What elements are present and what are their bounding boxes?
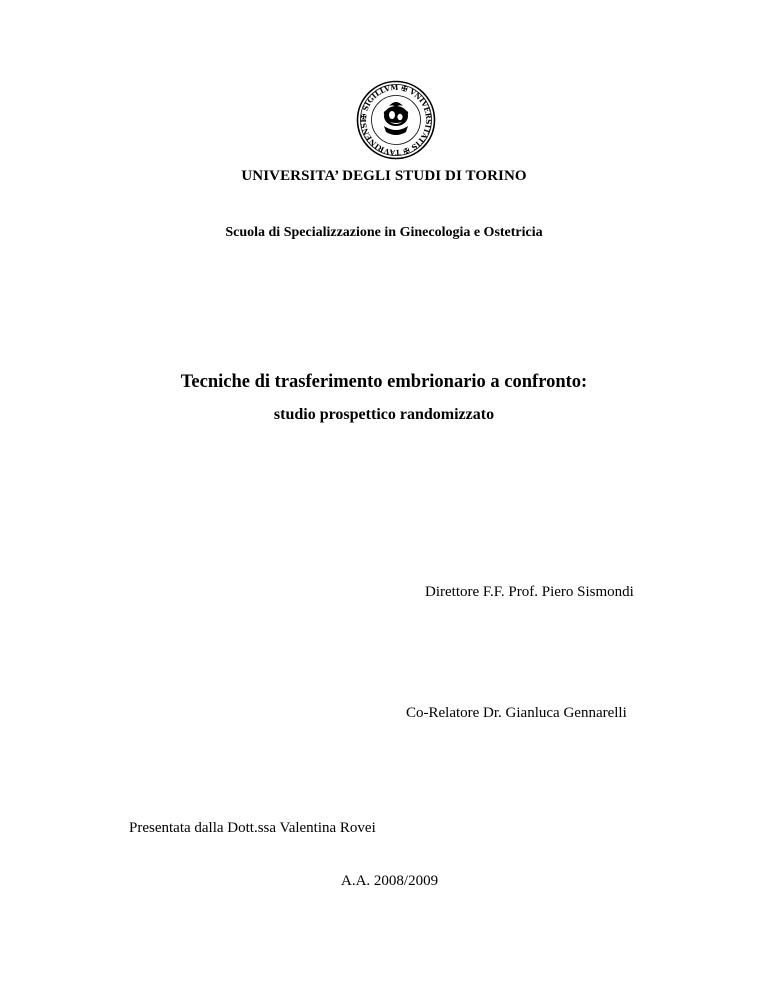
director-credit: Direttore F.F. Prof. Piero Sismondi (425, 584, 634, 600)
university-seal (356, 80, 436, 160)
corelatore-credit: Co-Relatore Dr. Gianluca Gennarelli (406, 705, 627, 721)
presenter-credit: Presentata dalla Dott.ssa Valentina Rovei (129, 820, 376, 836)
thesis-title-line-1: Tecniche di trasferimento embrionario a confronto: (180, 372, 588, 392)
seal-icon (356, 80, 436, 160)
seal-ring-text: ✠ SIGILLVM ✠ VNIVERSITATIS ✠ TAVRINENSI (358, 82, 434, 158)
university-name: UNIVERSITA’ DEGLI STUDI DI TORINO (241, 168, 527, 184)
academic-year: A.A. 2008/2009 (341, 873, 439, 889)
thesis-title-line-2: studio prospettico randomizzato (273, 406, 495, 423)
school-name: Scuola di Specializzazione in Ginecologia e Ostetricia (225, 225, 543, 240)
